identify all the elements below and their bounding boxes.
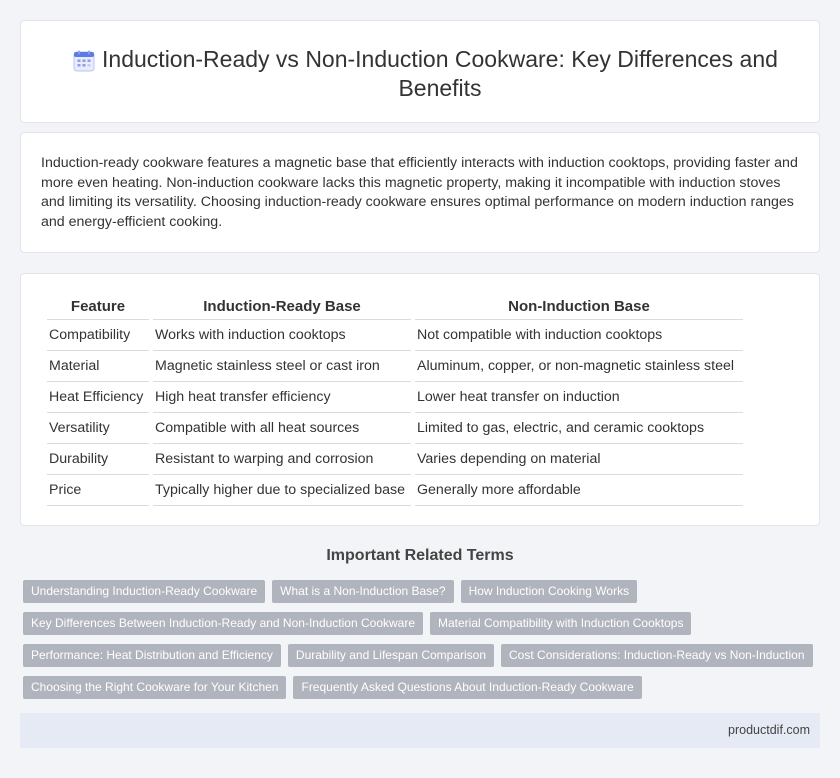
tag-row (23, 644, 823, 667)
related-term-link[interactable]: What is a Non-Induction Base? (272, 580, 453, 603)
column-header-non-induction: Non-Induction Base (415, 296, 743, 320)
table-row (47, 475, 743, 506)
related-term-link[interactable]: Performance: Heat Distribution and Efficiency (23, 644, 281, 667)
table-row (47, 351, 743, 382)
related-term-link[interactable]: Choosing the Right Cookware for Your Kitchen (23, 676, 286, 699)
table-row (47, 382, 743, 413)
table-row (47, 413, 743, 444)
header-card (20, 20, 820, 123)
calendar-icon (73, 50, 95, 72)
comparison-table (43, 296, 747, 506)
column-header-induction-ready: Induction-Ready Base (153, 296, 411, 320)
table-cell: High heat transfer efficiency (153, 382, 411, 413)
table-cell: Material (47, 351, 149, 382)
related-term-link[interactable]: Durability and Lifespan Comparison (288, 644, 494, 667)
table-cell: Compatibility (47, 320, 149, 351)
table-row (47, 320, 743, 351)
footer-site-link[interactable]: productdif.com (728, 723, 810, 737)
related-term-link[interactable]: Material Compatibility with Induction Cooktops (430, 612, 691, 635)
tag-row (23, 580, 823, 603)
related-term-link[interactable]: Frequently Asked Questions About Induction-Ready Cookware (293, 676, 641, 699)
related-term-link[interactable]: Key Differences Between Induction-Ready and Non-Induction Cookware (23, 612, 423, 635)
table-cell: Generally more affordable (415, 475, 743, 506)
column-header-feature: Feature (47, 296, 149, 320)
header (61, 45, 799, 103)
page-title: Induction-Ready vs Non-Induction Cookware: Key Differences and Benefits (102, 46, 778, 101)
table-cell: Varies depending on material (415, 444, 743, 475)
table-cell: Versatility (47, 413, 149, 444)
table-cell: Limited to gas, electric, and ceramic cooktops (415, 413, 743, 444)
intro-paragraph: Induction-ready cookware features a magnetic base that efficiently interacts with induction cooktops, providing faster and more even heating. Non-induction cookware lacks this magnetic property, making it incompatible with induction stoves and limiting its versatility. Choosing induction-ready cookware ensures optimal performance on modern induction ranges and energy-efficient cooking. (41, 155, 798, 230)
table-cell: Typically higher due to specialized base (153, 475, 411, 506)
tag-row (23, 676, 823, 699)
related-terms-heading: Important Related Terms (326, 547, 514, 564)
comparison-card (20, 273, 820, 526)
table-row (47, 444, 743, 475)
tag-row (23, 612, 823, 635)
table-cell: Resistant to warping and corrosion (153, 444, 411, 475)
table-cell: Durability (47, 444, 149, 475)
table-cell: Lower heat transfer on induction (415, 382, 743, 413)
related-term-link[interactable]: How Induction Cooking Works (461, 580, 638, 603)
table-cell: Aluminum, copper, or non-magnetic stainless steel (415, 351, 743, 382)
table-cell: Compatible with all heat sources (153, 413, 411, 444)
table-cell: Works with induction cooktops (153, 320, 411, 351)
intro-card (20, 132, 820, 253)
table-cell: Not compatible with induction cooktops (415, 320, 743, 351)
table-cell: Heat Efficiency (47, 382, 149, 413)
related-term-link[interactable]: Understanding Induction-Ready Cookware (23, 580, 265, 603)
table-cell: Magnetic stainless steel or cast iron (153, 351, 411, 382)
table-header-row (47, 296, 743, 320)
footer (20, 713, 820, 748)
related-term-link[interactable]: Cost Considerations: Induction-Ready vs Non-Induction (501, 644, 813, 667)
table-cell: Price (47, 475, 149, 506)
related-terms (23, 580, 823, 708)
